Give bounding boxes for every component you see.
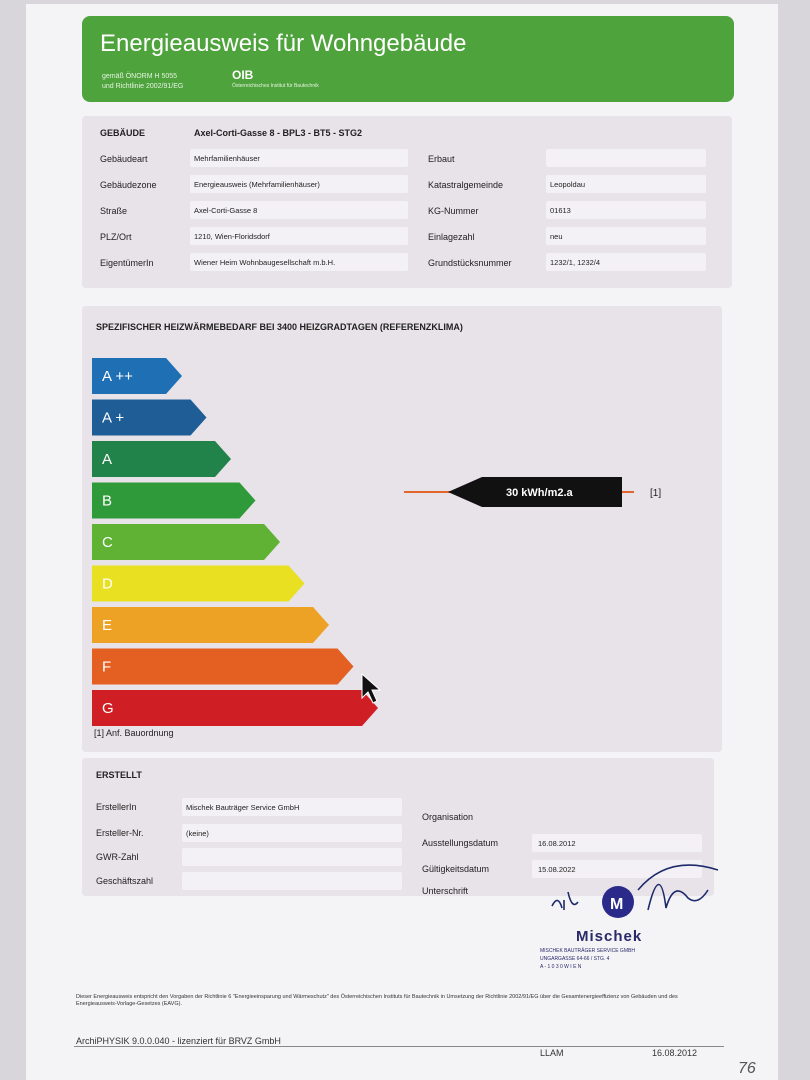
issuer-section-label: ERSTELLT: [96, 770, 142, 780]
field-value-plot-number: 1232/1, 1232/4: [550, 258, 601, 267]
energy-class-label: F: [102, 658, 112, 676]
field-value-owner: Wiener Heim Wohnbaugesellschaft m.b.H.: [194, 258, 336, 267]
energy-class-label: A ++: [102, 368, 133, 385]
building-code-footnote: [1] Anf. Bauordnung: [94, 728, 174, 738]
field-box: [182, 848, 402, 866]
field-box: [182, 824, 402, 842]
footer-divider: [74, 1046, 724, 1047]
footer-date: 16.08.2012: [652, 1048, 698, 1058]
field-label-postcode-city: PLZ/Ort: [100, 232, 132, 242]
field-value-building-type: Mehrfamilienhäuser: [194, 154, 260, 163]
stamp-line-3: A - 1 0 3 0 W I E N: [540, 964, 582, 970]
certificate-title: Energieausweis für Wohngebäude: [100, 30, 467, 57]
field-box: [546, 227, 706, 245]
energy-class-bar: [92, 483, 256, 519]
energy-class-label: G: [102, 700, 114, 717]
field-label-issuer: ErstellerIn: [96, 802, 137, 812]
field-label-owner: EigentümerIn: [100, 258, 154, 268]
field-box: [182, 872, 402, 890]
field-value-kg-number: 01613: [550, 206, 571, 215]
field-value-postcode-city: 1210, Wien-Floridsdorf: [194, 232, 270, 241]
field-label-kg-number: KG-Nummer: [428, 206, 479, 216]
field-label-gwr-number: GWR-Zahl: [96, 852, 139, 862]
energy-class-bar: [92, 566, 305, 602]
energy-class-label: C: [102, 534, 113, 551]
field-label-cadastral-community: Katastralgemeinde: [428, 180, 504, 190]
stamp-line-2: UNGARGASSE 64-66 / STG. 4: [540, 956, 610, 962]
field-box: [546, 149, 706, 167]
energy-class-scale: [86, 352, 716, 744]
field-value-issuer-number: (keine): [186, 829, 209, 838]
energy-class-label: A: [102, 451, 113, 468]
field-label-business-number: Geschäftszahl: [96, 876, 154, 886]
field-value-deposit-number: neu: [550, 232, 563, 241]
handwritten-page-note: 76: [738, 1060, 756, 1077]
building-panel: [82, 116, 732, 288]
field-value-cadastral-community: Leopoldau: [550, 180, 586, 189]
field-label-organisation: Organisation: [422, 812, 474, 822]
energy-class-bar: [92, 607, 329, 643]
svg-text:M: M: [610, 896, 624, 913]
energy-class-label: B: [102, 492, 113, 510]
energy-class-bar: [92, 649, 354, 685]
energy-value-label: 30 kWh/m2.a: [506, 487, 573, 499]
field-label-deposit-number: Einlagezahl: [428, 232, 475, 242]
footer-code: LLAM: [540, 1048, 564, 1058]
energy-class-label: D: [102, 575, 113, 593]
legal-footnote: Dieser Energieausweis entspricht den Vorgaben der Richtlinie 6 "Energieeinsparung und Wärmeschutz" des Österreichischen Instituts für Bautechnik in Umsetzung der Richtlinie 2002/91/EG über die Gesamtenergieeffizienz von Gebäuden und des Energieausweis-Vorlage-Gesetzes (EAVG).: [76, 994, 678, 1007]
energy-class-label: E: [102, 617, 113, 634]
field-label-building-type: Gebäudeart: [100, 154, 148, 164]
energy-class-bar: [92, 690, 378, 726]
field-value-valid-until: 15.08.2022: [538, 865, 576, 874]
oib-logo: OIB: [232, 68, 254, 82]
field-label-street: Straße: [100, 206, 128, 216]
energy-class-bar: [92, 441, 231, 477]
field-value-building-zone: Energieausweis (Mehrfamilienhäuser): [194, 180, 320, 189]
field-value-issuer: Mischek Bauträger Service GmbH: [186, 803, 300, 812]
software-license: ArchiPHYSIK 9.0.0.040 - lizenziert für BRVZ GmbH: [76, 1036, 281, 1046]
field-value-street: Axel-Corti-Gasse 8: [194, 206, 258, 215]
energy-class-label: A +: [102, 409, 125, 427]
field-label-valid-until: Gültigkeitsdatum: [422, 864, 490, 874]
field-label-issuer-number: Ersteller-Nr.: [96, 828, 144, 838]
field-label-signature: Unterschrift: [422, 886, 469, 896]
building-name: Axel-Corti-Gasse 8 - BPL3 - BT5 - STG2: [194, 128, 363, 138]
stamp-company-name: Mischek: [576, 928, 643, 945]
oib-institute-name: Österreichisches Institut für Bautechnik: [232, 83, 319, 89]
certificate-header: [82, 16, 734, 102]
field-label-issue-date: Ausstellungsdatum: [422, 838, 499, 848]
building-section-label: GEBÄUDE: [100, 128, 146, 138]
field-label-built: Erbaut: [428, 154, 455, 164]
heating-demand-title: SPEZIFISCHER HEIZWÄRMEBEDARF BEI 3400 HEIZGRADTAGEN (REFERENZKLIMA): [96, 322, 463, 332]
field-label-plot-number: Grundstücksnummer: [428, 258, 512, 268]
field-label-building-zone: Gebäudezone: [100, 180, 157, 190]
header-norm-reference: gemäß ÖNORM H 5055 und Richtlinie 2002/91/EG: [102, 73, 184, 90]
marker-reference: [1]: [650, 488, 662, 499]
stamp-line-1: MISCHEK BAUTRÄGER SERVICE GMBH: [540, 948, 635, 954]
field-value-issue-date: 16.08.2012: [538, 839, 576, 848]
energy-class-bar: [92, 524, 280, 560]
